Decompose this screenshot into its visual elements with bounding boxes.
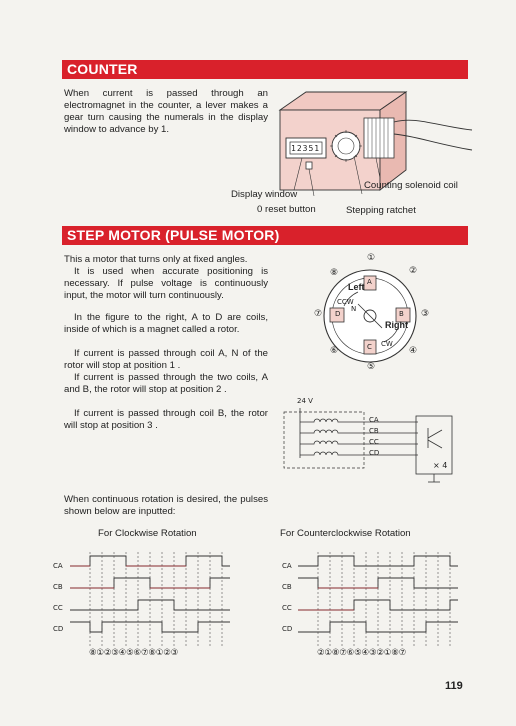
para-5: If current is passed through the two coils, A and B, the rotor will stop at position 2 .: [64, 372, 268, 395]
para-2: It is used when accurate positioning is necessary. If pulse voltage is continuously input, the motor will turn continuously.: [64, 266, 268, 301]
label-n: N: [351, 305, 357, 313]
pos-2: ②: [409, 266, 418, 276]
circuit-line-ca: CA: [369, 416, 379, 424]
display-window-digits: 12351: [291, 144, 321, 153]
cw-signal-cd: CD: [53, 625, 64, 633]
pos-1: ①: [367, 253, 376, 263]
cw-signal-cb: CB: [53, 583, 63, 591]
para-4: If current is passed through coil A, N of the rotor will stop at position 1 .: [64, 348, 268, 371]
circuit-line-cd: CD: [369, 449, 380, 457]
pos-4: ④: [409, 346, 418, 356]
cw-signal-ca: CA: [53, 562, 63, 570]
para-7: When continuous rotation is desired, the pulses shown below are inputted:: [64, 494, 268, 517]
label-ccw: CCW: [337, 298, 354, 306]
ccw-signal-ca: CA: [282, 562, 292, 570]
ccw-title: For Counterclockwise Rotation: [280, 528, 411, 539]
counter-heading: COUNTER: [67, 61, 138, 77]
counter-heading-bar: [62, 60, 468, 79]
cw-timing-chart: [70, 552, 240, 652]
label-display-window: Display window: [231, 189, 298, 200]
page-number: 119: [445, 680, 463, 692]
ccw-signal-cb: CB: [282, 583, 292, 591]
circuit-line-cc: CC: [369, 438, 379, 446]
step-motor-heading-bar: [62, 226, 468, 245]
coil-a-label: A: [367, 278, 372, 286]
cw-title: For Clockwise Rotation: [98, 528, 197, 539]
counter-body: When current is passed through an electromagnet in the counter, a lever makes a gear turn causing the numerals in the display window to advance by 1.: [64, 88, 268, 135]
pos-8: ⑧: [330, 268, 339, 278]
ccw-timing-chart: [298, 552, 468, 652]
step-motor-text: [64, 254, 268, 432]
label-solenoid-coil: Counting solenoid coil: [364, 180, 458, 191]
cw-sequence: ⑧①②③④⑤⑥⑦⑧①②③: [89, 648, 179, 658]
pos-7: ⑦: [314, 309, 323, 319]
step-motor-heading: STEP MOTOR (PULSE MOTOR): [67, 227, 280, 243]
para-1: This a motor that turns only at fixed angles.: [64, 254, 248, 265]
pos-5: ⑤: [367, 362, 376, 372]
ccw-sequence: ②①⑧⑦⑥⑤④③②①⑧⑦: [317, 648, 407, 658]
circuit-multiplier: × 4: [433, 461, 448, 470]
label-left: Left: [348, 282, 365, 292]
label-right: Right: [385, 320, 408, 330]
voltage-label: 24 V: [297, 397, 313, 405]
circuit-line-cb: CB: [369, 427, 379, 435]
cw-signal-cc: CC: [53, 604, 63, 612]
pos-6: ⑥: [330, 346, 339, 356]
coil-b-label: B: [399, 310, 404, 318]
ccw-signal-cc: CC: [282, 604, 292, 612]
label-cw: CW: [381, 340, 393, 348]
label-reset-button: 0 reset button: [257, 204, 316, 215]
pos-3: ③: [421, 309, 430, 319]
label-stepping-ratchet: Stepping ratchet: [346, 205, 416, 216]
para-3: In the figure to the right, A to D are coils, inside of which is a magnet called a rotor.: [64, 312, 268, 335]
para-6: If current is passed through coil B, the rotor will stop at position 3 .: [64, 408, 268, 431]
ccw-signal-cd: CD: [282, 625, 293, 633]
coil-d-label: D: [335, 310, 341, 318]
coil-c-label: C: [367, 343, 372, 351]
